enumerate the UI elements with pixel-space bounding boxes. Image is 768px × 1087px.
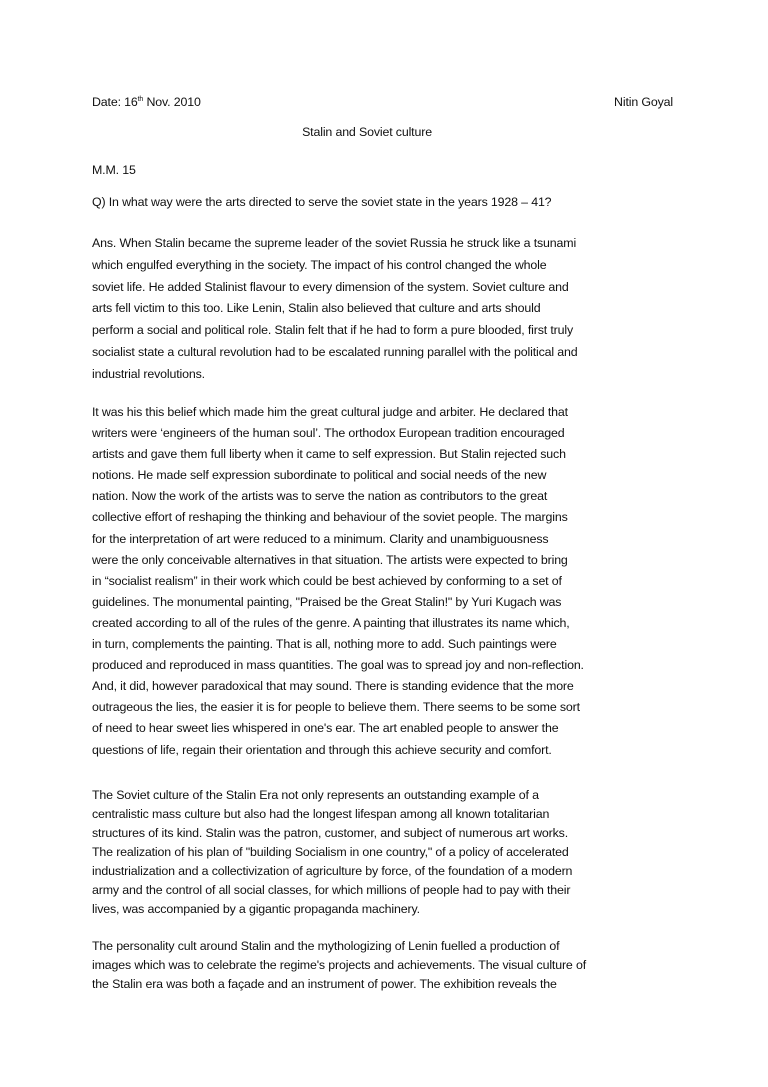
date-text-suffix: Nov. 2010 [143,95,201,109]
date-line [92,95,201,109]
text-line: The Soviet culture of the Stalin Era not only represents an outstanding example of a [92,788,539,802]
text-line: The personality cult around Stalin and the mythologizing of Lenin fuelled a production of [92,939,560,953]
text-line: created according to all of the rules of the genre. A painting that illustrates its name which, [92,615,570,630]
text-line: perform a social and political role. Stalin felt that if he had to form a pure blooded, first truly [92,323,574,338]
text-line: images which was to celebrate the regime's projects and achievements. The visual culture of [92,958,587,972]
date-text: Date: 16 [92,95,138,109]
date-superscript: th [137,95,144,103]
text-line: notions. He made self expression subordinate to political and social needs of the new [92,468,547,483]
text-line: were the only conceivable alternatives in that situation. The artists were expected to bring [92,552,568,567]
text-line: army and the control of all social classes, for which millions of people had to pay with their [92,883,571,897]
text-line: structures of its kind. Stalin was the patron, customer, and subject of numerous art works. [92,826,569,840]
text-line: nation. Now the work of the artists was to serve the nation as contributors to the great [92,489,548,504]
text-line: centralistic mass culture but also had the longest lifespan among all known totalitarian [92,807,550,821]
text-line: socialist state a cultural revolution had to be escalated running parallel with the political and [92,344,578,359]
text-line: industrialization and a collectivization of agriculture by force, of the foundation of a modern [92,864,573,878]
text-line: produced and reproduced in mass quantities. The goal was to spread joy and non-reflection. [92,658,584,673]
text-line: It was his this belief which made him the great cultural judge and arbiter. He declared that [92,405,568,419]
text-line: writers were ‘engineers of the human soul’. The orthodox European tradition encouraged [92,426,565,441]
text-line: the Stalin era was both a façade and an instrument of power. The exhibition reveals the [92,977,557,991]
text-line: questions of life, regain their orientation and through this achieve security and comfort. [92,742,552,757]
text-line: The realization of his plan of "building Socialism in one country," of a policy of accelerated [92,845,569,859]
text-line: in turn, complements the painting. That is all, nothing more to add. Such paintings were [92,637,557,652]
paragraph-personality-cult [92,937,586,994]
paragraph-cultural-judge [92,402,584,761]
text-line: for the interpretation of art were reduced to a minimum. Clarity and unambiguousness [92,531,549,546]
text-line: industrial revolutions. [92,366,205,381]
paragraph-answer-intro [92,233,578,386]
question: Q) In what way were the arts directed to serve the soviet state in the years 1928 – 41? [92,195,552,209]
paragraph-soviet-culture [92,786,572,919]
text-line: collective effort of reshaping the thinking and behaviour of the soviet people. The margins [92,510,568,525]
author-name: Nitin Goyal [614,95,673,109]
text-line: Ans. When Stalin became the supreme leader of the soviet Russia he struck like a tsunami [92,236,577,250]
text-line: in “socialist realism” in their work which could be best achieved by conforming to a set of [92,573,562,588]
text-line: guidelines. The monumental painting, "Praised be the Great Stalin!" by Yuri Kugach was [92,594,562,609]
document-title: Stalin and Soviet culture [302,125,432,139]
text-line: of need to hear sweet lies whispered in one's ear. The art enabled people to answer the [92,721,559,736]
text-line: And, it did, however paradoxical that may sound. There is standing evidence that the more [92,679,574,694]
text-line: soviet life. He added Stalinist flavour to every dimension of the system. Soviet culture and [92,279,569,294]
max-marks: M.M. 15 [92,163,136,177]
text-line: which engulfed everything in the society. The impact of his control changed the whole [92,257,547,272]
text-line: arts fell victim to this too. Like Lenin, Stalin also believed that culture and arts should [92,301,541,316]
text-line: artists and gave them full liberty when it came to self expression. But Stalin rejected such [92,447,566,462]
text-line: lives, was accompanied by a gigantic propaganda machinery. [92,902,420,916]
text-line: outrageous the lies, the easier it is for people to believe them. There seems to be some sort [92,700,580,715]
